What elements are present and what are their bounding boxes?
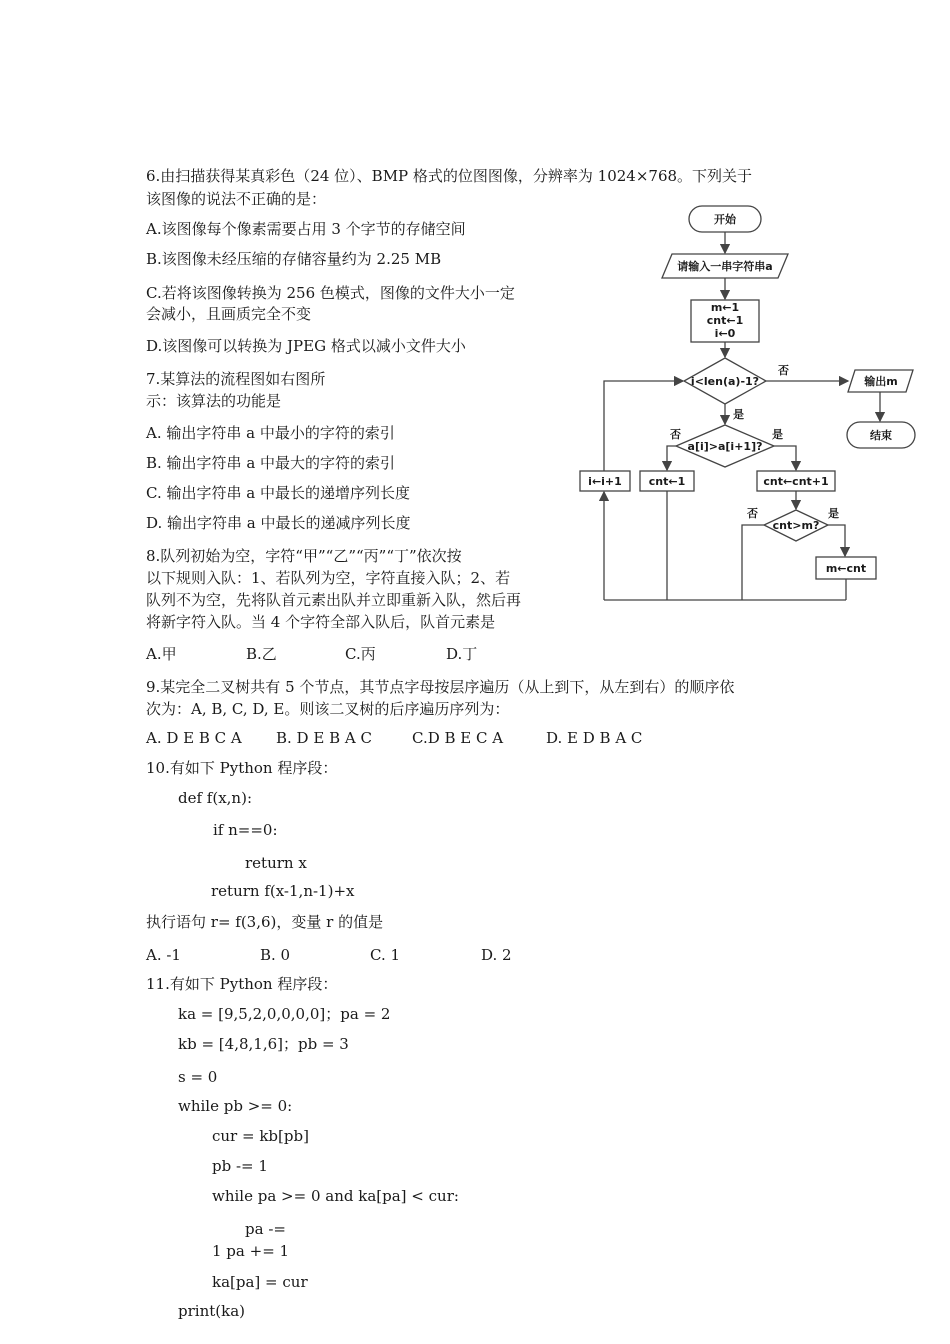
- q6-option-c-line1: C.若将该图像转换为 256 色模式，图像的文件大小一定: [146, 284, 515, 302]
- q11-code-line5: cur = kb[pb]: [212, 1127, 309, 1145]
- q6-option-a: A.该图像每个像素需要占用 3 个字节的存储空间: [146, 220, 466, 238]
- q11-code-line6: pb -= 1: [212, 1157, 268, 1175]
- flow-init-cnt: cnt←1: [706, 314, 744, 327]
- flow-no-label-2: 否: [670, 428, 681, 441]
- flow-init-m: m←1: [710, 301, 740, 314]
- q7-stem-line2: 示：该算法的功能是: [146, 392, 282, 410]
- q10-option-b: B. 0: [260, 946, 291, 964]
- q11-code-line10: ka[pa] = cur: [212, 1273, 308, 1291]
- flow-max-condition-label: cnt>m?: [772, 519, 820, 532]
- q8-option-d: D.丁: [446, 645, 478, 663]
- flow-increment-label: i←i+1: [588, 475, 622, 488]
- q7-option-d: D. 输出字符串 a 中最长的递减序列长度: [146, 514, 411, 532]
- flow-init-i: i←0: [714, 327, 736, 340]
- q7-stem-line1: 7.某算法的流程图如右图所: [146, 370, 326, 388]
- flow-yes-label-1: 是: [733, 408, 744, 421]
- q7-option-c: C. 输出字符串 a 中最长的递增序列长度: [146, 484, 410, 502]
- q11-code-line3: s = 0: [178, 1068, 218, 1086]
- flowchart: [570, 198, 930, 608]
- q7-option-b: B. 输出字符串 a 中最大的字符的索引: [146, 454, 396, 472]
- q6-option-c-line2: 会减小，且画质完全不变: [146, 305, 312, 323]
- q10-code-line2: if n==0:: [213, 821, 278, 839]
- flow-yes-label-2: 是: [772, 428, 783, 441]
- q6-option-d: D.该图像可以转换为 JPEG 格式以减小文件大小: [146, 337, 466, 355]
- flow-assign-label: m←cnt: [825, 562, 867, 575]
- q8-stem-line3: 队列不为空，先将队首元素出队并立即重新入队，然后再: [146, 591, 522, 609]
- q10-code-line3: return x: [245, 854, 307, 872]
- q11-code-line7: while pa >= 0 and ka[pa] < cur:: [212, 1187, 459, 1205]
- q9-stem-line1: 9.某完全二叉树共有 5 个节点，其节点字母按层序遍历（从上到下，从左到右）的顺序依: [146, 678, 735, 696]
- q8-stem-line1: 8.队列初始为空，字符“甲”“乙”“丙”“丁”依次按: [146, 547, 462, 565]
- q11-code-line9: 1 pa += 1: [212, 1242, 290, 1260]
- q10-stem: 10.有如下 Python 程序段：: [146, 759, 338, 777]
- q10-code-line1: def f(x,n):: [178, 789, 252, 807]
- q6-option-b: B.该图像未经压缩的存储容量约为 2.25 MB: [146, 250, 442, 268]
- flow-loop-condition-label: i<len(a)-1?: [690, 375, 760, 388]
- flow-reset-label: cnt←1: [648, 475, 686, 488]
- q10-option-c: C. 1: [370, 946, 401, 964]
- flow-input-label: 请输入一串字符串a: [677, 260, 773, 273]
- flow-add-label: cnt←cnt+1: [763, 475, 829, 488]
- q6-stem-line2: 该图像的说法不正确的是：: [146, 190, 327, 208]
- q9-option-a: A. D E B C A: [146, 729, 242, 747]
- flow-start-label: 开始: [714, 213, 736, 226]
- flow-compare-condition-label: a[i]>a[i+1]?: [687, 440, 763, 453]
- q9-stem-line2: 次为：A, B, C, D, E。则该二叉树的后序遍历序列为：: [146, 700, 510, 718]
- q10-option-d: D. 2: [481, 946, 512, 964]
- q9-option-c: C.D B E C A: [412, 729, 504, 747]
- flow-no-label-3: 否: [747, 507, 758, 520]
- flow-output-label: 输出m: [864, 375, 898, 388]
- q11-code-line4: while pb >= 0:: [178, 1097, 293, 1115]
- q6-stem-line1: 6.由扫描获得某真彩色（24 位）、BMP 格式的位图图像，分辨率为 1024×768。下列关于: [146, 167, 753, 185]
- q11-code-line1: ka = [9,5,2,0,0,0,0]；pa = 2: [178, 1005, 391, 1023]
- q9-option-b: B. D E B A C: [276, 729, 372, 747]
- q8-option-c: C.丙: [345, 645, 376, 663]
- q8-stem-line4: 将新字符入队。当 4 个字符全部入队后，队首元素是: [146, 613, 496, 631]
- q11-code-line2: kb = [4,8,1,6]；pb = 3: [178, 1035, 349, 1053]
- q10-question: 执行语句 r= f(3,6)，变量 r 的值是: [146, 913, 384, 931]
- q11-code-line8: pa -=: [245, 1220, 286, 1238]
- q8-option-a: A.甲: [146, 645, 177, 663]
- q9-option-d: D. E D B A C: [546, 729, 643, 747]
- q11-code-line11: print(ka): [178, 1302, 245, 1320]
- q7-option-a: A. 输出字符串 a 中最小的字符的索引: [146, 424, 395, 442]
- flow-yes-label-3: 是: [828, 507, 839, 520]
- q10-code-line4: return f(x-1,n-1)+x: [211, 882, 355, 900]
- flow-end-label: 结束: [870, 429, 892, 442]
- q8-stem-line2: 以下规则入队：1、若队列为空，字符直接入队；2、若: [146, 569, 511, 587]
- q11-stem: 11.有如下 Python 程序段：: [146, 975, 338, 993]
- flow-no-label-1: 否: [778, 364, 789, 377]
- q8-option-b: B.乙: [246, 645, 277, 663]
- q10-option-a: A. -1: [146, 946, 181, 964]
